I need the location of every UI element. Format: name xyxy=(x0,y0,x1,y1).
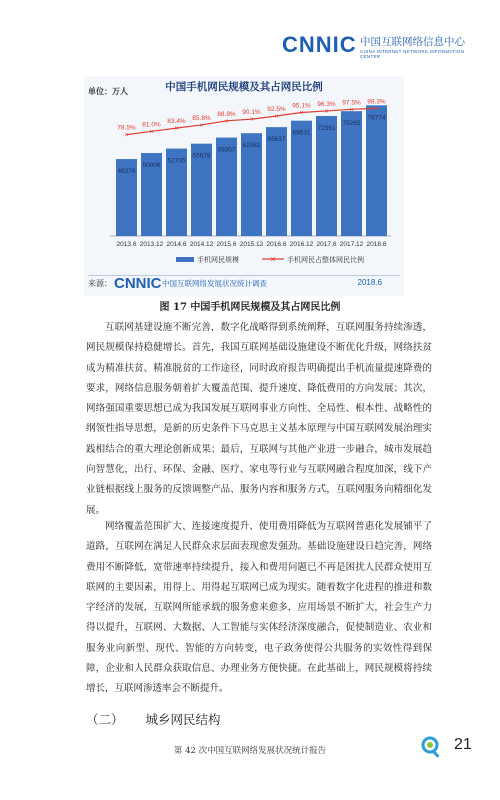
ratio-marker: × xyxy=(199,122,204,130)
figure-caption: 图 17 中国手机网民规模及其占网民比例 xyxy=(159,302,341,313)
x-tick-label: 2013.12 xyxy=(139,241,164,248)
legend-line-marker: × xyxy=(270,255,276,264)
section-title: 城乡网民结构 xyxy=(145,712,221,727)
section-number: （二） xyxy=(86,712,124,727)
org-name-en: CHINA INTERNET NETWORK INFORMATION CENTER xyxy=(360,49,465,59)
ratio-marker: × xyxy=(249,116,254,124)
chart-unit-label: 单位：万人 xyxy=(88,87,128,96)
ratio-value-label: 95.1% xyxy=(292,102,311,110)
ratio-value-label: 88.9% xyxy=(217,110,236,118)
ratio-marker: × xyxy=(124,132,129,140)
legend-line-label: 手机网民占整体网民比例 xyxy=(287,257,364,264)
bar-value-label: 72361 xyxy=(317,124,336,132)
paragraph-1: 互联网基建设施不断完善，数字化战略得到系统阐释，互联网服务持续渗透，网民规模保持稳健增长。首先，我国互联网基础设施建设不断优化升级，网络扶贫成为精准扶贫、精准脱贫的工作途径，同时政府报告明确提出手机流量提速降费的要求，网络信息服务朝着扩大覆盖范围、提升速度、降低费用的方向发展；其次，网络强国重要思想已成为我国发展互联网事业方向性、全局性、根本性、战略性的纲领性指导思想，是新的历史条件下马克思主义基本原理与中国互联网发展治理实践相结合的重大理论创新成果；最后，互联网与其他产业进一步融合，城市发展趋向智慧化，出行、环保、金融、医疗、家电等行业与互联网融合程度加深，线下产业链根据线上服务的反馈调整产品、服务内容和服务方式，互联网服务向精细化发展。 xyxy=(86,322,432,516)
ratio-marker: × xyxy=(299,110,304,118)
x-tick-label: 2016.6 xyxy=(266,241,287,248)
bar xyxy=(366,105,387,236)
ratio-value-label: 81.0% xyxy=(142,121,161,129)
x-tick-label: 2013.6 xyxy=(116,241,137,248)
ratio-value-label: 92.5% xyxy=(267,106,286,113)
bar-value-label: 50006 xyxy=(142,162,161,170)
bar-value-label: 61981 xyxy=(242,142,261,150)
legend-bar-label: 手机网民规模 xyxy=(197,257,239,264)
bar xyxy=(316,116,337,236)
x-tick-label: 2014.12 xyxy=(189,241,214,248)
report-footer: 第 42 次中国互联网络发展状况统计报告 xyxy=(173,746,327,756)
bar-value-label: 65637 xyxy=(267,136,286,144)
x-tick-label: 2017.6 xyxy=(316,241,337,248)
bar-value-label: 59357 xyxy=(217,146,236,154)
ratio-value-label: 97.5% xyxy=(342,99,361,107)
ratio-marker: × xyxy=(324,108,329,116)
org-name-cn: 中国互联网络信息中心 xyxy=(360,36,465,48)
ratio-marker: × xyxy=(149,128,154,136)
mobile-users-chart xyxy=(84,76,404,296)
legend-bar-swatch xyxy=(176,257,194,262)
ratio-value-label: 90.1% xyxy=(242,109,261,117)
source-label: 来源： xyxy=(88,279,112,288)
page-number: 21 xyxy=(454,736,472,753)
magnifier-logo-icon xyxy=(420,735,444,759)
bar-value-label: 46376 xyxy=(117,168,136,176)
cnnic-logo: CNNIC xyxy=(282,32,357,57)
section-heading xyxy=(86,710,221,728)
chart-svg xyxy=(84,76,404,276)
ratio-marker: × xyxy=(274,113,279,121)
x-tick-label: 2015.12 xyxy=(239,241,264,248)
ratio-value-label: 85.8% xyxy=(192,114,211,122)
x-tick-label: 2014.6 xyxy=(166,241,187,248)
x-tick-label: 2015.6 xyxy=(216,241,237,248)
ratio-value-label: 83.4% xyxy=(167,118,186,126)
chart-source xyxy=(88,275,400,292)
ratio-value-label: 96.3% xyxy=(317,100,336,108)
bar xyxy=(341,111,362,236)
bar-value-label: 75265 xyxy=(342,120,361,128)
ratio-value-label: 98.3% xyxy=(367,98,386,106)
bar xyxy=(266,127,287,236)
paragraph-2: 网络覆盖范围扩大、连接速度提升、使用费用降低为互联网普惠化发展铺平了道路，互联网在满足人民群众求层面表现愈发强劲。基础设施建设日趋完善，网络费用不断降低，宽带速率持续提升，接入和费用问题已不再是困扰人民群众使用互联网的主要因素，用得上、用得起互联网已成为现实。随着数字化进程的推进和数字经济的发展，互联网所能承载的服务愈来愈多，应用场景不断扩大，社会生产力得以提升，互联网、大数据、人工智能与实体经济深度融合，促使制造业、农业和服务业向新型、现代、智能的方向转变，电子政务使得公共服务的实效性得到保障，企业和人民群众获取信息、办理业务方便快捷。在此基础上，网民规模将持续增长，互联网渗透率会不断提升。 xyxy=(86,521,432,695)
ratio-marker: × xyxy=(374,105,379,113)
chart-title: 中国手机网民规模及其占网民比例 xyxy=(165,81,323,93)
ratio-marker: × xyxy=(174,125,179,133)
x-tick-label: 2016.12 xyxy=(289,241,314,248)
bar xyxy=(291,121,312,236)
source-text: 中国互联网络发展状况统计调查 xyxy=(162,279,267,288)
ratio-marker: × xyxy=(224,118,229,126)
x-tick-label: 2018.6 xyxy=(366,241,387,248)
bar-value-label: 55678 xyxy=(192,152,211,160)
ratio-value-label: 78.5% xyxy=(117,124,136,132)
cnnic-header-logo xyxy=(282,32,472,60)
bar-value-label: 52705 xyxy=(167,157,186,165)
x-tick-label: 2017.12 xyxy=(339,241,364,248)
bar-value-label: 69531 xyxy=(292,129,311,137)
source-date: 2018.6 xyxy=(357,278,382,287)
bar-value-label: 78774 xyxy=(367,114,386,122)
ratio-marker: × xyxy=(349,106,354,114)
source-logo: CNNIC xyxy=(114,275,162,292)
